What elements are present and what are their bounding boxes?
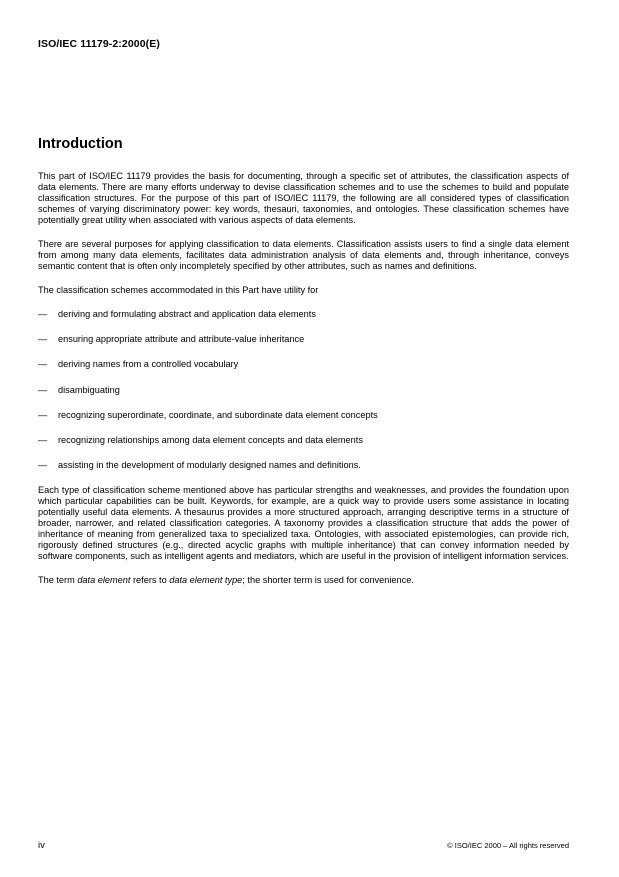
dash-bullet: — [38, 460, 48, 471]
dash-bullet: — [38, 359, 48, 370]
list-item-text: ensuring appropriate attribute and attribute-value inheritance [58, 334, 305, 345]
list-item-text: assisting in the development of modularly designed names and definitions. [58, 460, 361, 471]
paragraph-utility-intro: The classification schemes accommodated in this Part have utility for [38, 285, 319, 295]
section-body [38, 171, 569, 599]
dash-bullet: — [38, 409, 48, 420]
dash-bullet: — [38, 334, 48, 345]
list-item [38, 385, 569, 396]
list-item [38, 460, 569, 471]
paragraph-term-note [38, 575, 569, 586]
list-item [38, 435, 569, 446]
list-item-text: deriving names from a controlled vocabulary [58, 359, 239, 370]
dash-bullet: — [38, 434, 48, 445]
dash-bullet: — [38, 309, 48, 319]
list-item [38, 309, 569, 320]
paragraph-purpose: This part of ISO/IEC 11179 provides the basis for documenting, through a specific set of attributes, the classification aspects of data elements. There are many efforts underway to devise classification schemes and to use the schemes to build and populate classification structures. For the purpose of this part of ISO/IEC 11179, the following are all considered types of classification schemes of varying discriminatory power: key words, thesauri, taxonomies, and ontologies. These classification schemes have potentially great utility when associated with various aspects of data elements. [38, 171, 569, 225]
list-item [38, 334, 569, 345]
term-data-element-type: data element type [169, 575, 243, 586]
list-item [38, 410, 569, 421]
dash-bullet: — [38, 384, 48, 395]
document-header: ISO/IEC 11179-2:2000(E) [38, 38, 160, 50]
section-title: Introduction [38, 136, 123, 152]
list-item [38, 359, 569, 370]
paragraph-scheme-strengths: Each type of classification scheme mentioned above has particular strengths and weaknesses, and provides the foundation upon which particular capabilities can be built. Keywords, for example, are a quick way to provide users some assistance in locating potentially useful data elements. A thesaurus provides a more structured approach, arranging descriptive terms in a structure of broader, narrower, and related classification categories. A taxonomy provides a classification structure that adds the power of inheritance of meaning from generalized taxa to specialized taxa. Ontologies, with associated epistemologies, can provide rich, rigorously defined structures (e.g., directed acyclic graphs with multiple inheritance) that can convey information needed by software components, such as intelligent agents and mediators, which are useful in the provision of intelligent information services. [38, 485, 569, 562]
term-data-element: data element [77, 575, 131, 586]
term-note-text: The term [38, 575, 78, 586]
list-item-text: recognizing relationships among data element concepts and data elements [58, 434, 363, 445]
list-item-text: recognizing superordinate, coordinate, and subordinate data element concepts [58, 409, 378, 420]
term-note-text: refers to [130, 575, 170, 586]
list-item-text: deriving and formulating abstract and application data elements [58, 309, 316, 319]
term-note-text: ; the shorter term is used for convenience. [242, 575, 414, 586]
list-item-text: disambiguating [58, 384, 120, 395]
utility-list [38, 309, 569, 471]
page-number: iv [38, 840, 45, 851]
paragraph-classification-purposes: There are several purposes for applying classification to data elements. Classification assists users to find a single data element from among many data elements, facilitates data administration analysis of data elements and, through inheritance, conveys semantic content that is often only incompletely specified by other attributes, such as names and definitions. [38, 239, 569, 271]
copyright-notice: © ISO/IEC 2000 – All rights reserved [447, 841, 569, 850]
